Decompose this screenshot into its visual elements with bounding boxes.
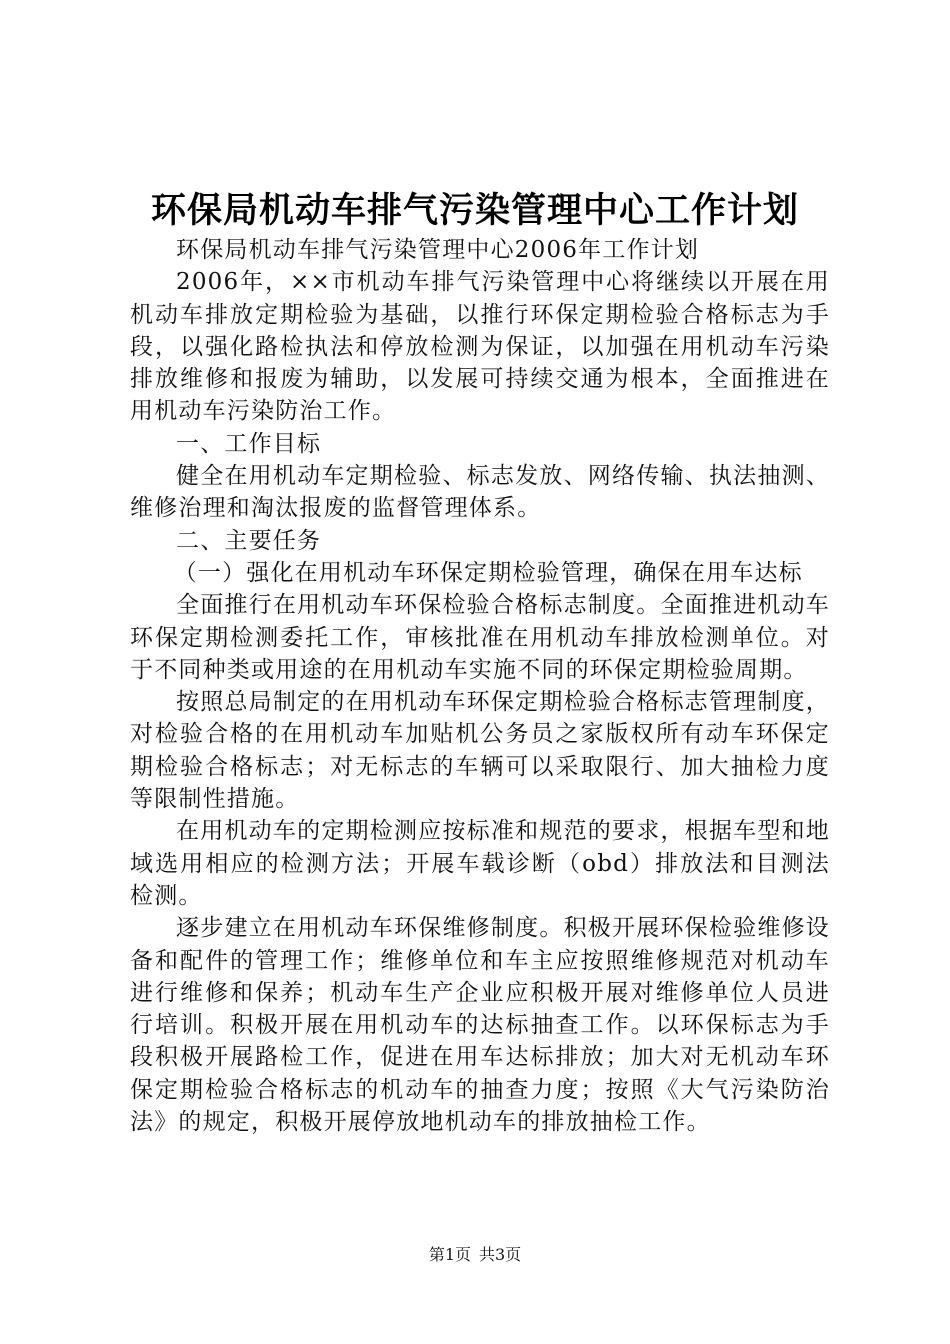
document-body: [130, 234, 830, 1138]
document-title: 环保局机动车排气污染管理中心工作计划: [150, 190, 799, 231]
paragraph-subtitle: 环保局机动车排气污染管理中心2006年工作计划: [176, 237, 700, 263]
section-heading-tasks: 二、主要任务: [176, 527, 322, 554]
paragraph-task-1a: 全面推行在用机动车环保检验合格标志制度。全面推进机动车环保定期检测委托工作，审核批准在用机动车排放检测单位。对于不同种类或用途的在用机动车实施不同的环保定期检验周期。: [130, 592, 830, 683]
page-footer: [0, 1244, 950, 1266]
subsection-heading-task-1: （一）强化在用机动车环保定期检验管理，确保在用车达标: [173, 559, 803, 586]
paragraph-task-1b: 按照总局制定的在用机动车环保定期检验合格标志管理制度，对检验合格的在用机动车加贴机公务员之家版权所有动车环保定期检验合格标志；对无标志的车辆可以采取限行、加大抽检力度等限制性措施。: [130, 689, 830, 813]
section-heading-goals: 一、工作目标: [176, 430, 322, 457]
page-total: 共3页: [479, 1245, 522, 1264]
paragraph-task-1d: 逐步建立在用机动车环保维修制度。积极开展环保检验维修设备和配件的管理工作；维修单位和车主应按照维修规范对机动车进行维修和保养；机动车生产企业应积极开展对维修单位人员进行培训。积极开展在用机动车的达标抽查工作。以环保标志为手段积极开展路检工作，促进在用车达标排放；加大对无机动车环保定期检验合格标志的机动车的抽查力度；按照《大气污染防治法》的规定，积极开展停放地机动车的排放抽检工作。: [130, 915, 830, 1136]
page-number: 第1页: [428, 1245, 471, 1264]
paragraph-goals: 健全在用机动车定期检验、标志发放、网络传输、执法抽测、维修治理和淘汰报废的监督管理体系。: [130, 463, 830, 522]
paragraph-task-1c: 在用机动车的定期检测应按标准和规范的要求，根据车型和地域选用相应的检测方法；开展车载诊断（obd）排放法和目测法检测。: [130, 818, 830, 909]
paragraph-intro: 2006年，××市机动车排气污染管理中心将继续以开展在用机动车排放定期检验为基础，以推行环保定期检验合格标志为手段，以强化路检执法和停放检测为保证，以加强在用机动车污染排放维修和报废为辅助，以发展可持续交通为根本，全面推进在用机动车污染防治工作。: [130, 269, 830, 425]
